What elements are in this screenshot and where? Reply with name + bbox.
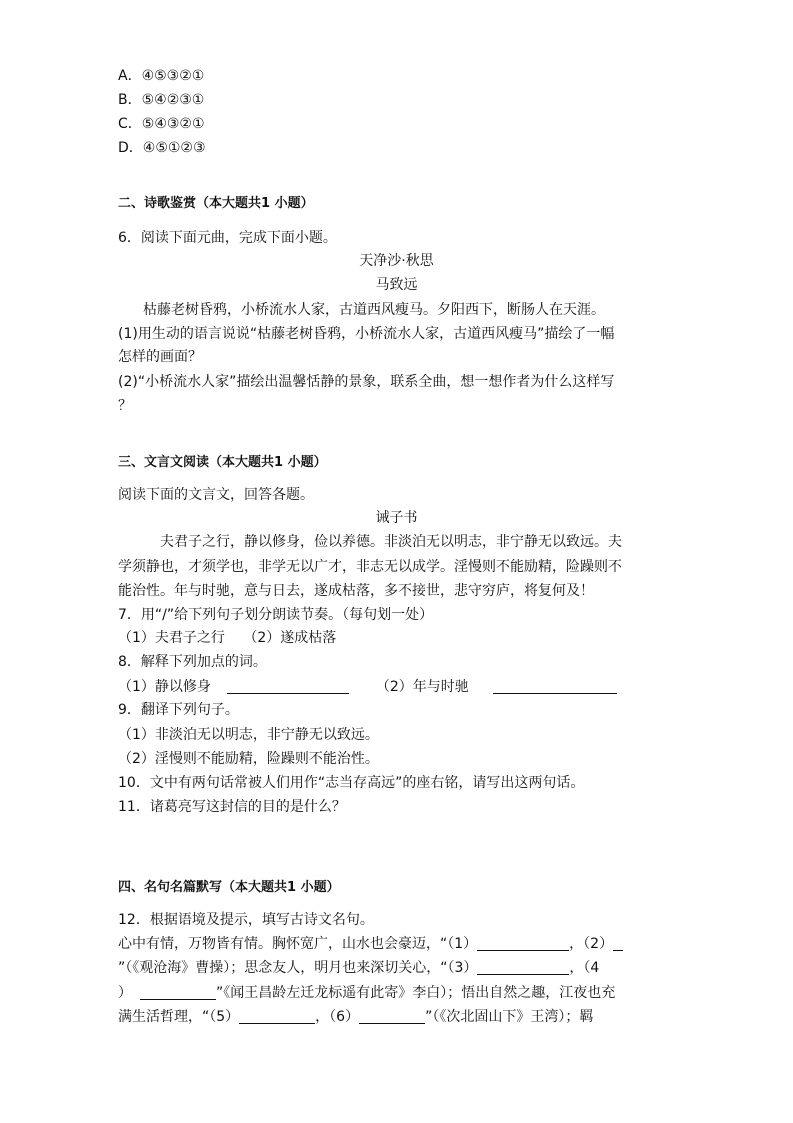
poem-text: 枯藤老树昏鸦，小桥流水人家，古道西风瘦马。夕阳西下，断肠人在天涯。 xyxy=(143,302,605,318)
question-8: 8．解释下列加点的词。 xyxy=(118,654,267,670)
q12-text: ”（《次北固山下》王湾）；羁 xyxy=(425,1009,594,1025)
passage-line-2: 学须静也，才须学也，非学无以广才，非志无以成学。淫慢则不能励精，险躁则不 xyxy=(118,559,622,575)
q8-item-1: （1）静以修身 xyxy=(118,679,211,695)
answer-blank-5[interactable] xyxy=(239,1009,315,1024)
question-6: 6．阅读下面元曲，完成下面小题。 xyxy=(118,230,337,246)
passage-title: 诫子书 xyxy=(375,510,418,526)
option-c: C．⑤④③②① xyxy=(118,116,205,132)
question-8-items xyxy=(118,677,617,697)
poem-title: 天净沙·秋思 xyxy=(359,253,434,269)
q12-text: ，（4 xyxy=(569,960,600,976)
q12-line-2 xyxy=(118,958,599,978)
answer-blank-2[interactable] xyxy=(613,936,623,951)
question-12: 12．根据语境及提示，填写古诗文名句。 xyxy=(118,912,374,928)
passage-line-1: 夫君子之行，静以修身，俭以养德。非淡泊无以明志，非宁静无以致远。夫 xyxy=(160,534,622,550)
option-d: D．④⑤①②③ xyxy=(118,140,206,156)
q12-line-3 xyxy=(118,983,615,1003)
section-heading-recitation: 四、名句名篇默写（本大题共1 小题） xyxy=(118,880,340,895)
q12-text: 满生活哲理，“（5） xyxy=(118,1009,240,1025)
question-10: 10．文中有两句话常被人们用作“志当存高远”的座右铭，请写出这两句话。 xyxy=(118,775,585,791)
section-heading-classical: 三、文言文阅读（本大题共1 小题） xyxy=(118,455,327,470)
poem-author: 马致远 xyxy=(375,277,418,293)
answer-blank-1[interactable] xyxy=(477,936,569,951)
section3-intro: 阅读下面的文言文，回答各题。 xyxy=(118,487,314,503)
q6-sub1-line1: (1)用生动的语言说说“枯藤老树昏鸦，小桥流水人家，古道西风瘦马”描绘了一幅 xyxy=(118,326,615,342)
q9-item-1: （1）非淡泊无以明志，非宁静无以致远。 xyxy=(118,727,379,743)
answer-blank-q8-1[interactable] xyxy=(227,679,349,694)
answer-blank-6[interactable] xyxy=(359,1009,425,1024)
q12-text: ”《闻王昌龄左迁龙标遥有此寄》李白）；悟出自然之趣，江夜也充 xyxy=(216,985,616,1001)
question-7: 7．用“/”给下列句子划分朗读节奏。（每句划一处） xyxy=(118,607,434,623)
q6-sub1-line2: 怎样的画面？ xyxy=(118,349,202,365)
q6-sub2-line1: (2)“小桥流水人家”描绘出温馨恬静的景象，联系全曲，想一想作者为什么这样写 xyxy=(118,374,615,390)
q12-text: ，（2） xyxy=(569,936,614,952)
option-b: B．⑤④②③① xyxy=(118,92,205,108)
section-heading-poetry: 二、诗歌鉴赏（本大题共1 小题） xyxy=(118,196,314,211)
q12-text: ”（《观沧海》曹操）；思念友人，明月也来深切关心，“（3） xyxy=(118,960,478,976)
q12-line-4 xyxy=(118,1007,593,1027)
question-11: 11．诸葛亮写这封信的目的是什么？ xyxy=(118,799,346,815)
q6-sub2-line2: ？ xyxy=(118,398,132,414)
q12-text: 心中有情，万物皆有情。胸怀宽广，山水也会豪迈，“（1） xyxy=(118,936,478,952)
option-a: A．④⑤③②① xyxy=(118,68,205,84)
passage-line-3: 能治性。年与时驰，意与日去，遂成枯落，多不接世，悲守穷庐，将复何及！ xyxy=(118,583,594,599)
question-7-items: （1）夫君子之行 （2）遂成枯落 xyxy=(118,630,337,646)
question-9: 9．翻译下列句子。 xyxy=(118,702,239,718)
q12-line-1 xyxy=(118,934,623,954)
answer-blank-q8-2[interactable] xyxy=(493,679,617,694)
q12-text: ，（6） xyxy=(315,1009,360,1025)
q12-text: ） xyxy=(118,985,132,1001)
answer-blank-4[interactable] xyxy=(140,985,216,1000)
q9-item-2: （2）淫慢则不能励精，险躁则不能治性。 xyxy=(118,751,379,767)
q8-item-2: （2）年与时驰 xyxy=(375,679,469,695)
answer-blank-3[interactable] xyxy=(477,960,569,975)
